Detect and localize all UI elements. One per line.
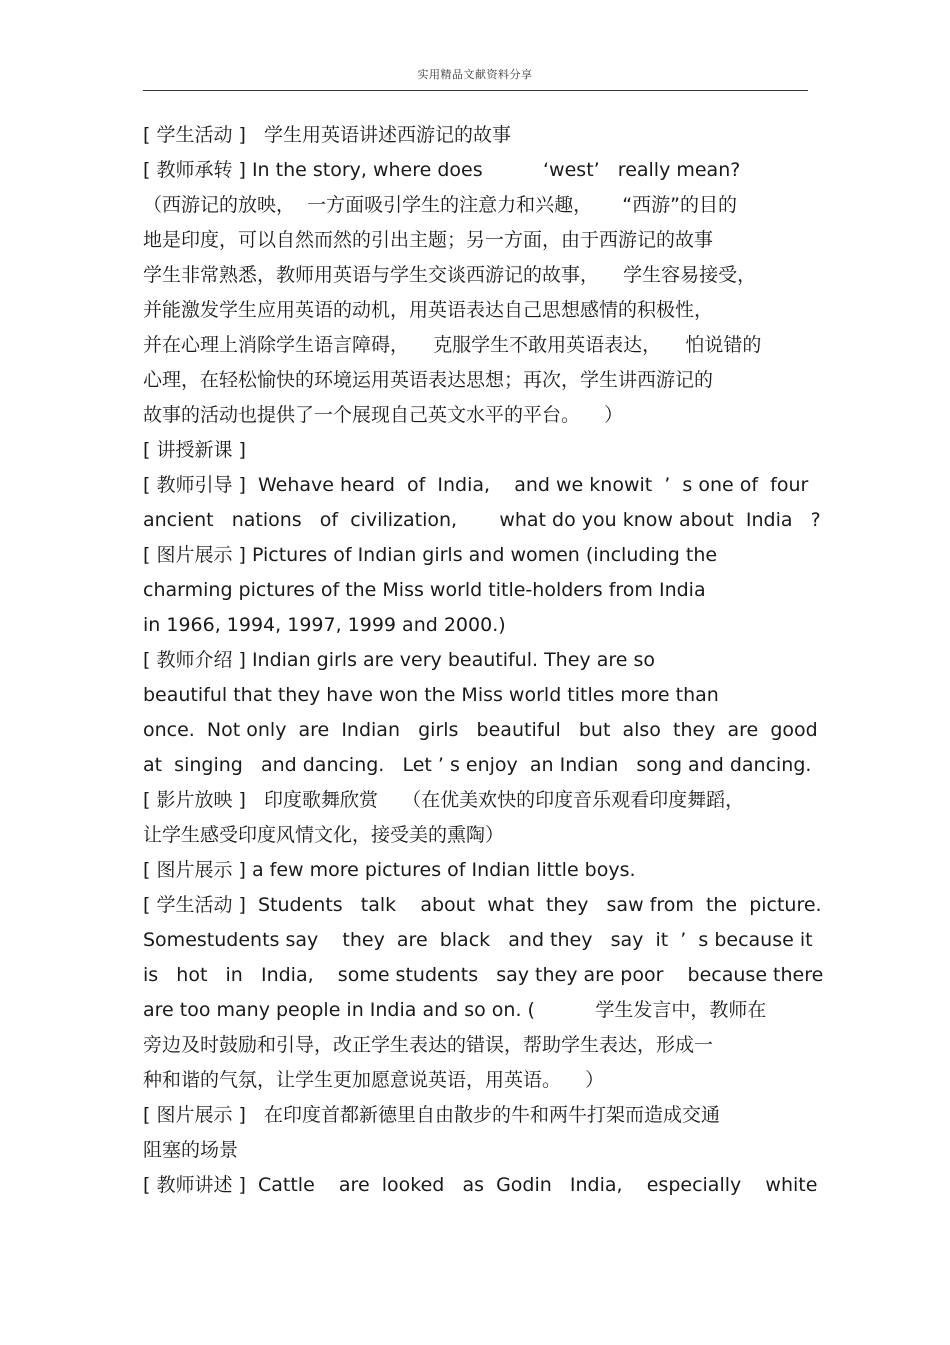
text-line: [ 教师讲述 ] Cattle are looked as Godin India, especially white — [143, 1174, 818, 1196]
text-line: 地是印度，可以自然而然的引出主题；另一方面，由于西游记的故事 — [143, 229, 714, 251]
text-line: [ 教师引导 ] Wehave heard of India, and we knowit ’ s one of four — [143, 474, 809, 496]
text-line: [ 教师介绍 ] Indian girls are very beautiful. They are so — [143, 649, 655, 671]
text-line: （西游记的放映， 一方面吸引学生的注意力和兴趣， “西游”的目的 — [143, 194, 737, 216]
text-line: Somestudents say they are black and they say it ’ s because it — [143, 929, 813, 951]
text-line: are too many people in India and so on. ( 学生发言中，教师在 — [143, 999, 767, 1021]
text-line: [ 学生活动 ] 学生用英语讲述西游记的故事 — [143, 124, 512, 146]
text-line: 学生非常熟悉，教师用英语与学生交谈西游记的故事， 学生容易接受， — [143, 264, 757, 286]
text-line: once. Not only are Indian girls beautiful but also they are good — [143, 719, 818, 741]
text-line: 心理，在轻松愉快的环境运用英语表达思想；再次，学生讲西游记的 — [143, 369, 714, 391]
text-line: [ 图片展示 ] a few more pictures of Indian little boys. — [143, 859, 636, 881]
text-line: 并在心理上消除学生语言障碍， 克服学生不敢用英语表达， 怕说错的 — [143, 334, 762, 356]
text-line: [ 学生活动 ] Students talk about what they saw from the picture. — [143, 894, 822, 916]
text-line: ancient nations of civilization, what do you know about India ? — [143, 509, 821, 531]
text-line: 种和谐的气氛，让学生更加愿意说英语，用英语。 ） — [143, 1069, 605, 1091]
text-line: beautiful that they have won the Miss world titles more than — [143, 684, 719, 706]
text-line: [ 图片展示 ] Pictures of Indian girls and women (including the — [143, 544, 718, 566]
text-line: charming pictures of the Miss world title-holders from India — [143, 579, 706, 601]
text-line: is hot in India, some students say they are poor because there — [143, 964, 824, 986]
page-header: 实用精品文献资料分享 — [417, 68, 533, 81]
text-line: 并能激发学生应用英语的动机，用英语表达自己思想感情的积极性， — [143, 299, 714, 321]
text-line: [ 教师承转 ] In the story, where does ‘west’ really mean? — [143, 159, 741, 181]
text-line: 旁边及时鼓励和引导，改正学生表达的错误，帮助学生表达，形成一 — [143, 1034, 714, 1056]
text-line: [ 讲授新课 ] — [143, 439, 246, 461]
text-line: 故事的活动也提供了一个展现自己英文水平的平台。 ） — [143, 404, 624, 426]
header-divider — [143, 90, 808, 91]
text-line: in 1966, 1994, 1997, 1999 and 2000.) — [143, 614, 506, 636]
text-line: at singing and dancing. Let ’ s enjoy an Indian song and dancing. — [143, 754, 812, 776]
document-body — [143, 118, 833, 1203]
text-line: [ 图片展示 ] 在印度首都新德里自由散步的牛和两牛打架而造成交通 — [143, 1104, 721, 1126]
text-line: 阻塞的场景 — [143, 1139, 239, 1161]
text-line: 让学生感受印度风情文化，接受美的熏陶） — [143, 824, 505, 846]
text-line: [ 影片放映 ] 印度歌舞欣赏 （在优美欢快的印度音乐观看印度舞蹈， — [143, 789, 745, 811]
